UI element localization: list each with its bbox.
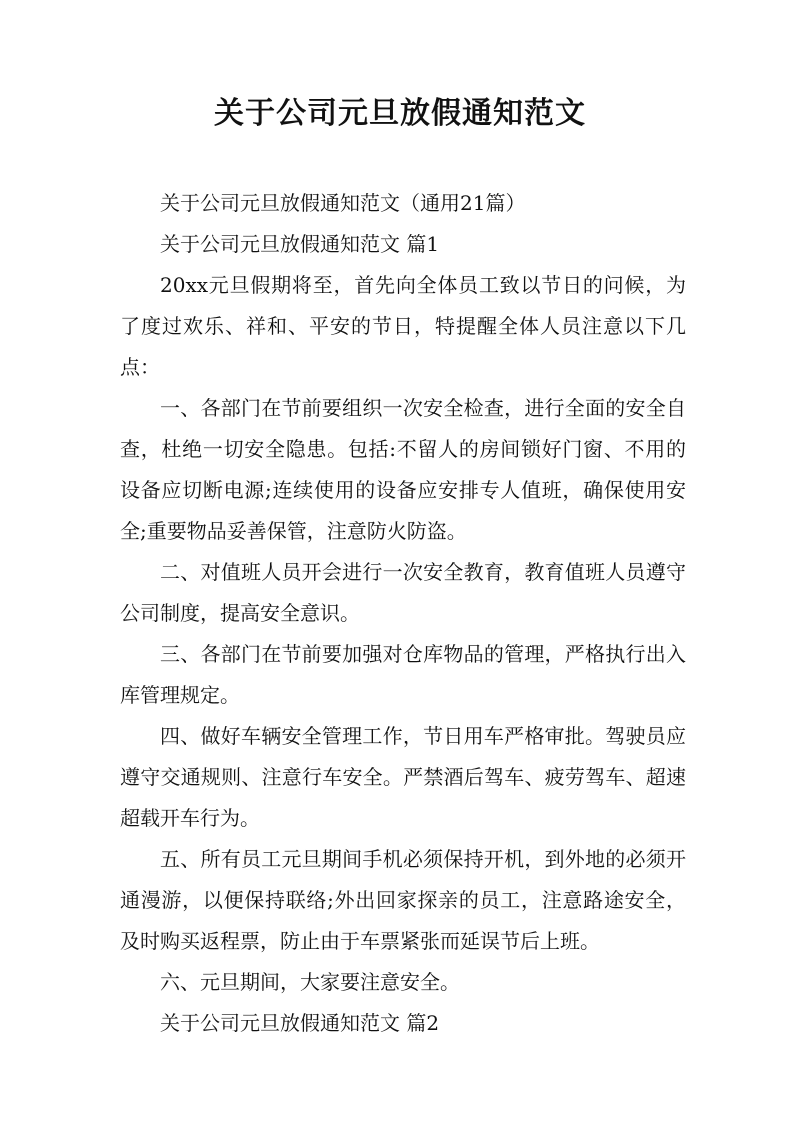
paragraph-section-heading-1: 关于公司元旦放假通知范文 篇1 <box>160 232 440 256</box>
paragraph-item-1: 一、各部门在节前要组织一次安全检查，进行全面的安全自查，杜绝一切安全隐患。包括:不留人的房间锁好门窗、不用的设备应切断电源;连续使用的设备应安排专人值班，确保使用安全;重要物品妥善保管，注意防火防盗。 <box>120 396 686 543</box>
paragraph-item-5: 五、所有员工元旦期间手机必须保持开机，到外地的必须开通漫游，以便保持联络;外出回家探亲的员工，注意路途安全，及时购买返程票，防止由于车票紧张而延误节后上班。 <box>120 847 686 953</box>
paragraph-subtitle: 关于公司元旦放假通知范文（通用21篇） <box>160 191 526 215</box>
document-body <box>120 183 686 1044</box>
paragraph-item-2: 二、对值班人员开会进行一次安全教育，教育值班人员遵守公司制度，提高安全意识。 <box>120 560 686 625</box>
document-title: 关于公司元旦放假通知范文 <box>214 96 586 131</box>
paragraph-section-heading-2: 关于公司元旦放假通知范文 篇2 <box>160 1011 440 1035</box>
paragraph-item-3: 三、各部门在节前要加强对仓库物品的管理，严格执行出入库管理规定。 <box>120 642 686 707</box>
paragraph-item-4: 四、做好车辆安全管理工作，节日用车严格审批。驾驶员应遵守交通规则、注意行车安全。严禁酒后驾车、疲劳驾车、超速超载开车行为。 <box>120 724 686 830</box>
paragraph-item-6: 六、元旦期间，大家要注意安全。 <box>160 970 460 994</box>
paragraph-intro: 20xx元旦假期将至，首先向全体员工致以节日的问候，为了度过欢乐、祥和、平安的节日，特提醒全体人员注意以下几点： <box>120 273 686 379</box>
